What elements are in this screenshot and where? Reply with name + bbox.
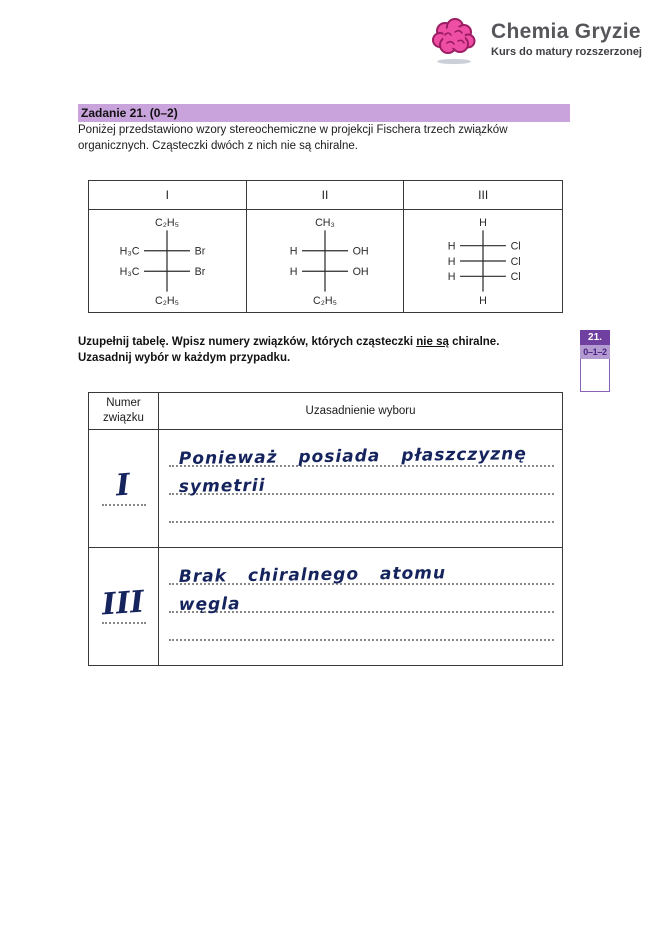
handwritten-justification-text: Ponieważ posiada płaszczyznę xyxy=(178,444,527,469)
task-instruction xyxy=(78,334,578,366)
handwritten-justification-text: symetrii xyxy=(178,475,266,497)
fischer-column-header-ii: II xyxy=(247,181,405,210)
svg-text:C₂H₅: C₂H₅ xyxy=(313,294,337,307)
svg-text:Cl: Cl xyxy=(510,271,521,284)
svg-text:Cl: Cl xyxy=(510,255,521,268)
instruction-text-start: Uzupełnij tabelę. Wpisz numery związków, których cząsteczki xyxy=(78,336,417,348)
svg-text:H: H xyxy=(479,216,488,229)
svg-text:CH₃: CH₃ xyxy=(315,216,335,229)
fischer-projection-table xyxy=(88,180,563,313)
fischer-structure-ii xyxy=(250,212,400,310)
fischer-structure-cell-ii xyxy=(247,210,405,312)
number-dotted-line xyxy=(102,504,146,506)
brand-text xyxy=(491,14,642,58)
answer-row-1 xyxy=(89,430,562,548)
handwritten-compound-number: I xyxy=(115,467,132,504)
answer-table-header xyxy=(89,393,562,430)
handwritten-justification-text: węgla xyxy=(178,594,241,615)
brand-tagline: Kurs do matury rozszerzonej xyxy=(491,46,642,59)
fischer-column-header-i: I xyxy=(89,181,247,210)
dotted-answer-line xyxy=(169,613,554,641)
svg-text:H: H xyxy=(289,245,298,258)
answer-col-justification-header: Uzasadnienie wyboru xyxy=(305,405,416,417)
justification-cell-1 xyxy=(159,430,562,547)
answer-number-cell-1 xyxy=(89,430,159,547)
svg-text:Br: Br xyxy=(194,266,206,279)
brand-name: Chemia Gryzie xyxy=(491,20,641,43)
handwritten-compound-number: III xyxy=(101,584,146,623)
svg-text:H: H xyxy=(289,266,298,279)
answer-number-cell-2 xyxy=(89,548,159,665)
instruction-underlined-text: nie są xyxy=(416,336,449,348)
dotted-answer-line xyxy=(169,585,554,613)
dotted-answer-line xyxy=(169,557,554,585)
svg-text:H₃C: H₃C xyxy=(119,245,140,258)
fischer-structure-i xyxy=(92,212,242,310)
task-title: Zadanie 21. (0–2) xyxy=(81,106,178,120)
badge-points-scale: 0–1–2 xyxy=(580,345,610,359)
svg-text:H: H xyxy=(447,240,456,253)
fischer-structure-cell-i xyxy=(89,210,247,312)
fischer-structure-cell-iii xyxy=(404,210,562,312)
task-title-bar xyxy=(78,104,570,122)
badge-score-box xyxy=(580,359,610,392)
answer-row-2 xyxy=(89,548,562,665)
badge-task-number: 21. xyxy=(580,330,610,345)
svg-text:OH: OH xyxy=(352,266,369,279)
svg-text:Cl: Cl xyxy=(510,240,521,253)
number-dotted-line xyxy=(102,622,146,624)
svg-text:H: H xyxy=(447,271,456,284)
score-badge xyxy=(580,330,610,392)
svg-text:H₃C: H₃C xyxy=(119,266,140,279)
instruction-line2: Uzasadnij wybór w każdym przypadku. xyxy=(78,352,291,364)
svg-text:C₂H₅: C₂H₅ xyxy=(155,294,180,307)
fischer-structure-iii xyxy=(408,212,558,310)
dotted-answer-line xyxy=(169,439,554,467)
handwritten-justification-text: Brak chiralnego atomu xyxy=(178,563,447,587)
instruction-text-end: chiralne. xyxy=(448,336,500,348)
justification-cell-2 xyxy=(159,548,562,665)
svg-text:H: H xyxy=(479,294,488,307)
dotted-answer-line xyxy=(169,495,554,523)
svg-text:H: H xyxy=(447,255,456,268)
brain-icon xyxy=(427,14,481,66)
svg-text:C₂H₅: C₂H₅ xyxy=(155,216,180,229)
svg-text:OH: OH xyxy=(352,245,369,258)
svg-text:Br: Br xyxy=(194,245,206,258)
dotted-answer-line xyxy=(169,467,554,495)
answer-rows xyxy=(89,430,562,665)
answer-table xyxy=(88,392,563,666)
brand-header xyxy=(427,14,642,66)
answer-col-number-header: Numer związku xyxy=(89,393,159,429)
task-intro: Poniżej przedstawiono wzory stereochemiczne w projekcji Fischera trzech związków organicznych. Cząsteczki dwóch z nich nie są chiralne. xyxy=(78,124,508,152)
fischer-column-header-iii: III xyxy=(404,181,562,210)
